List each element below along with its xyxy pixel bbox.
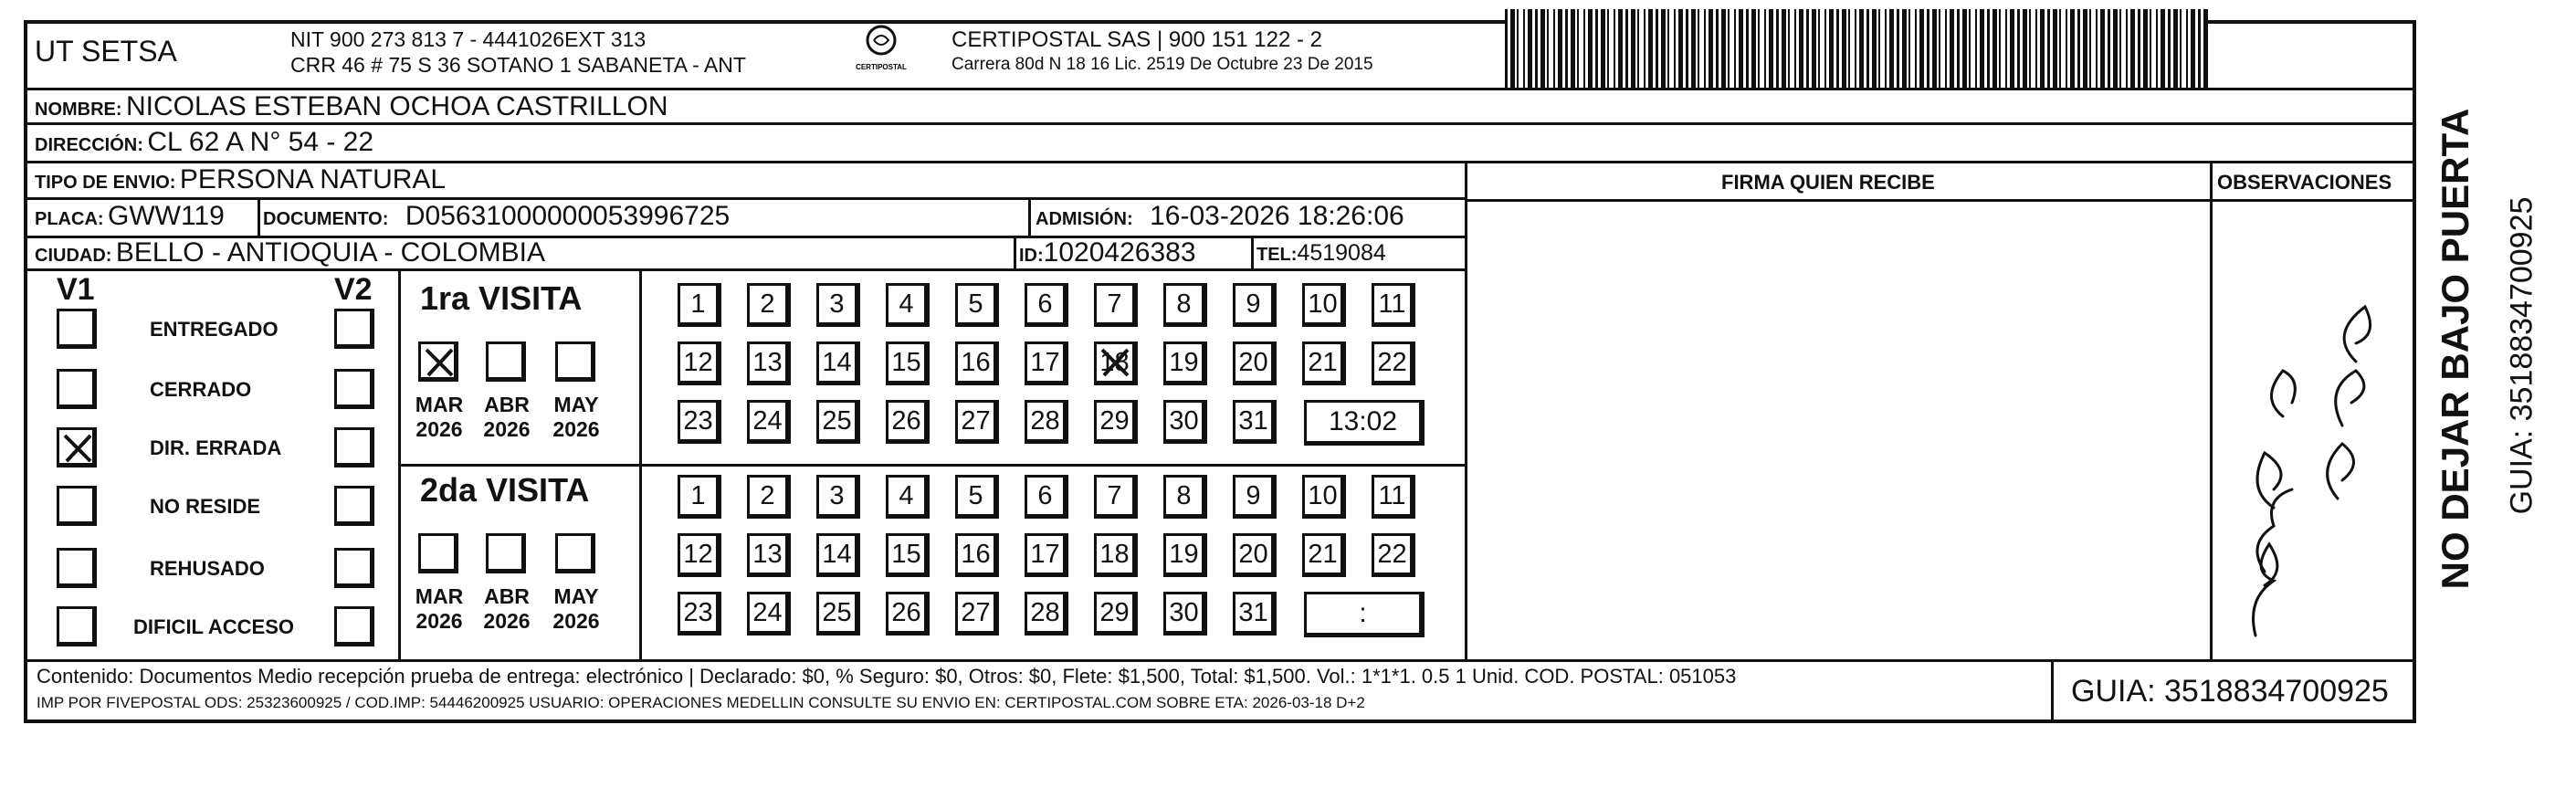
day-box[interactable]: 28 <box>1025 400 1068 444</box>
divider <box>398 464 1467 467</box>
day-box[interactable]: 22 <box>1372 341 1415 385</box>
tipo-label: TIPO DE ENVIO: <box>35 173 176 193</box>
divider <box>24 659 2416 662</box>
day-box[interactable]: 23 <box>678 592 721 636</box>
day-box[interactable]: 9 <box>1233 283 1277 327</box>
month-checkbox[interactable] <box>555 341 595 382</box>
carrier-name: CERTIPOSTAL SAS | 900 151 122 - 2 <box>952 27 1322 52</box>
day-box[interactable]: 5 <box>955 475 999 519</box>
day-box[interactable]: 25 <box>816 400 860 444</box>
placa-value: GWW119 <box>108 201 225 231</box>
footer-line2: IMP POR FIVEPOSTAL ODS: 25323600925 / COD.IMP: 54446200925 USUARIO: OPERACIONES MEDELLIN CONSULTE SU ENVIO EN: CERTIPOSTAL.COM SOBRE ETA: 2026-03-18 D+2 <box>37 694 1365 711</box>
day-box[interactable]: 3 <box>816 475 860 519</box>
day-box[interactable]: 21 <box>1302 341 1346 385</box>
month-checkbox[interactable] <box>555 533 595 573</box>
divider <box>24 268 1467 271</box>
day-box[interactable]: 30 <box>1163 400 1207 444</box>
day-box[interactable]: 7 <box>1094 475 1138 519</box>
day-box[interactable]: 2 <box>747 475 791 519</box>
ciudad-row <box>35 237 545 268</box>
day-box[interactable]: 1 <box>678 475 721 519</box>
day-box[interactable]: 9 <box>1233 475 1277 519</box>
carrier-address: Carrera 80d N 18 16 Lic. 2519 De Octubre 23 De 2015 <box>952 55 1373 74</box>
month-label <box>475 584 539 634</box>
day-box[interactable]: 7 <box>1094 283 1138 327</box>
day-box[interactable]: 11 <box>1372 475 1415 519</box>
id-row <box>1019 237 1196 268</box>
day-box[interactable]: 26 <box>886 592 930 636</box>
day-box[interactable]: 8 <box>1163 283 1207 327</box>
day-box[interactable]: 10 <box>1302 283 1346 327</box>
month-name: MAR <box>415 393 464 416</box>
day-box[interactable]: 13 <box>747 533 791 577</box>
status-label: ENTREGADO <box>150 318 279 341</box>
visit2-title: 2da VISITA <box>420 471 590 509</box>
day-box[interactable]: 31 <box>1233 400 1277 444</box>
month-label <box>544 393 608 442</box>
day-box[interactable]: 12 <box>678 341 721 385</box>
divider <box>24 161 2416 163</box>
time-field[interactable]: : <box>1304 592 1425 637</box>
day-box[interactable]: 30 <box>1163 592 1207 636</box>
status-label: CERRADO <box>150 378 252 401</box>
month-checkbox[interactable] <box>418 533 458 573</box>
company-nit: NIT 900 273 813 7 - 4441026EXT 313 <box>290 27 647 51</box>
day-box[interactable]: 12 <box>678 533 721 577</box>
day-box[interactable]: 16 <box>955 533 999 577</box>
day-box[interactable]: 4 <box>886 475 930 519</box>
signature-area[interactable] <box>1472 206 2203 654</box>
day-box[interactable]: 20 <box>1233 533 1277 577</box>
day-box[interactable] <box>1094 341 1138 385</box>
v1-checkbox[interactable] <box>57 486 97 526</box>
firma-header: FIRMA QUIEN RECIBE <box>1721 171 1935 194</box>
day-box[interactable]: 24 <box>747 400 791 444</box>
handwritten-note <box>2219 206 2413 654</box>
footer-guia: GUIA: 3518834700925 <box>2071 674 2389 709</box>
v1-checkbox[interactable] <box>57 606 97 646</box>
month-year: 2026 <box>483 609 531 633</box>
placa-label: PLACA: <box>35 209 104 229</box>
tipo-row <box>35 164 446 195</box>
v2-checkbox[interactable] <box>334 486 374 526</box>
day-box[interactable]: 14 <box>816 533 860 577</box>
divider <box>2210 161 2213 659</box>
day-box[interactable]: 31 <box>1233 592 1277 636</box>
month-name: ABR <box>484 584 530 608</box>
day-box[interactable]: 29 <box>1094 400 1138 444</box>
logo-text: CERTIPOSTAL <box>856 63 907 71</box>
day-box[interactable]: 21 <box>1302 533 1346 577</box>
month-label <box>475 393 539 442</box>
v1-checkbox[interactable] <box>57 427 97 468</box>
month-name: MAY <box>553 584 599 608</box>
nombre-label: NOMBRE: <box>35 100 122 120</box>
barcode <box>1505 9 2208 88</box>
day-box[interactable]: 27 <box>955 400 999 444</box>
admision-row <box>1036 201 1404 232</box>
id-value: 1020426383 <box>1043 237 1196 268</box>
tipo-value: PERSONA NATURAL <box>179 164 447 194</box>
v2-checkbox[interactable] <box>334 427 374 468</box>
day-box[interactable]: 27 <box>955 592 999 636</box>
day-box[interactable]: 24 <box>747 592 791 636</box>
divider <box>258 197 260 236</box>
day-box[interactable]: 29 <box>1094 592 1138 636</box>
day-number: 18 <box>1099 347 1130 377</box>
side-text <box>2418 108 2539 636</box>
day-box[interactable]: 17 <box>1025 341 1068 385</box>
month-checkbox[interactable] <box>418 341 458 382</box>
v2-checkbox[interactable] <box>334 606 374 646</box>
day-box[interactable]: 4 <box>886 283 930 327</box>
month-label <box>407 584 471 634</box>
day-box[interactable]: 8 <box>1163 475 1207 519</box>
divider <box>1251 236 1254 268</box>
admision-value: 16-03-2026 18:26:06 <box>1150 201 1404 231</box>
month-year: 2026 <box>415 609 463 633</box>
admision-label: ADMISIÓN: <box>1036 209 1133 229</box>
day-box[interactable]: 18 <box>1094 533 1138 577</box>
day-box[interactable]: 22 <box>1372 533 1415 577</box>
month-name: MAY <box>553 393 599 416</box>
day-box[interactable]: 28 <box>1025 592 1068 636</box>
direccion-label: DIRECCIÓN: <box>35 135 143 155</box>
day-box[interactable]: 16 <box>955 341 999 385</box>
status-label: DIR. ERRADA <box>150 436 282 459</box>
direccion-row <box>35 127 373 158</box>
v1-checkbox[interactable] <box>57 309 97 349</box>
day-box[interactable]: 13 <box>747 341 791 385</box>
day-box[interactable]: 11 <box>1372 283 1415 327</box>
divider <box>1014 236 1016 268</box>
month-checkbox[interactable] <box>486 533 526 573</box>
certipostal-logo <box>854 22 909 77</box>
month-year: 2026 <box>552 609 600 633</box>
documento-value: D05631000000053996725 <box>405 201 731 231</box>
day-box[interactable]: 3 <box>816 283 860 327</box>
footer-line1: Contenido: Documentos Medio recepción prueba de entrega: electrónico | Declarado: $0, % Seguro: $0, Otros: $0, Flete: $1,500, Total: $1,500. Vol.: 1*1*1. 0.5 1 Unid. COD. POSTAL: 051053 <box>37 665 1737 688</box>
divider <box>1465 199 2414 202</box>
status-label: REHUSADO <box>150 557 265 580</box>
month-label <box>544 584 608 634</box>
day-box[interactable]: 17 <box>1025 533 1068 577</box>
documento-row <box>263 201 730 232</box>
divider <box>2051 659 2054 723</box>
day-box[interactable]: 19 <box>1163 341 1207 385</box>
day-box[interactable]: 10 <box>1302 475 1346 519</box>
placa-row <box>35 201 225 232</box>
side-guia: GUIA: 3518834700925 <box>2504 196 2539 515</box>
month-label <box>407 393 471 442</box>
status-label: NO RESIDE <box>150 495 261 518</box>
v2-label: V2 <box>334 272 373 307</box>
nombre-row <box>35 91 668 122</box>
v1-label: V1 <box>57 272 95 307</box>
v2-checkbox[interactable] <box>334 309 374 349</box>
day-box[interactable]: 6 <box>1025 283 1068 327</box>
v1-checkbox[interactable] <box>57 369 97 409</box>
v1-checkbox[interactable] <box>57 548 97 588</box>
observations-area[interactable] <box>2219 206 2413 654</box>
day-box[interactable]: 15 <box>886 533 930 577</box>
divider <box>24 197 1467 200</box>
ciudad-label: CIUDAD: <box>35 246 112 266</box>
day-box[interactable]: 2 <box>747 283 791 327</box>
direccion-value: CL 62 A N° 54 - 22 <box>147 127 374 157</box>
month-name: ABR <box>484 393 530 416</box>
day-box[interactable]: 26 <box>886 400 930 444</box>
month-year: 2026 <box>415 417 463 441</box>
divider <box>24 88 2416 90</box>
ciudad-value: BELLO - ANTIOQUIA - COLOMBIA <box>115 237 546 268</box>
observaciones-header: OBSERVACIONES <box>2217 171 2392 194</box>
side-warning: NO DEJAR BAJO PUERTA <box>2434 108 2476 590</box>
month-year: 2026 <box>483 417 531 441</box>
time-field[interactable]: 13:02 <box>1304 400 1425 446</box>
day-box[interactable]: 19 <box>1163 533 1207 577</box>
day-box[interactable]: 1 <box>678 283 721 327</box>
status-label: DIFICIL ACCESO <box>133 615 295 638</box>
day-box[interactable]: 20 <box>1233 341 1277 385</box>
divider <box>24 122 2416 125</box>
v2-checkbox[interactable] <box>334 369 374 409</box>
day-box[interactable]: 15 <box>886 341 930 385</box>
v2-checkbox[interactable] <box>334 548 374 588</box>
company-name: UT SETSA <box>35 35 177 68</box>
day-box[interactable]: 5 <box>955 283 999 327</box>
id-label: ID: <box>1019 246 1044 266</box>
visit1-title: 1ra VISITA <box>420 279 583 317</box>
company-address: CRR 46 # 75 S 36 SOTANO 1 SABANETA - ANT <box>290 53 746 77</box>
documento-label: DOCUMENTO: <box>263 209 389 229</box>
nombre-value: NICOLAS ESTEBAN OCHOA CASTRILLON <box>126 91 668 121</box>
divider <box>1465 161 1467 659</box>
day-box[interactable]: 14 <box>816 341 860 385</box>
tel-value: 4519084 <box>1297 240 1386 266</box>
month-year: 2026 <box>552 417 600 441</box>
divider <box>1028 197 1031 236</box>
day-check-mark <box>1097 344 1133 388</box>
day-box[interactable]: 6 <box>1025 475 1068 519</box>
tel-label: TEL: <box>1256 245 1298 265</box>
month-name: MAR <box>415 584 464 608</box>
day-box[interactable]: 23 <box>678 400 721 444</box>
month-checkbox[interactable] <box>486 341 526 382</box>
tel-row <box>1256 240 1386 267</box>
day-box[interactable]: 25 <box>816 592 860 636</box>
